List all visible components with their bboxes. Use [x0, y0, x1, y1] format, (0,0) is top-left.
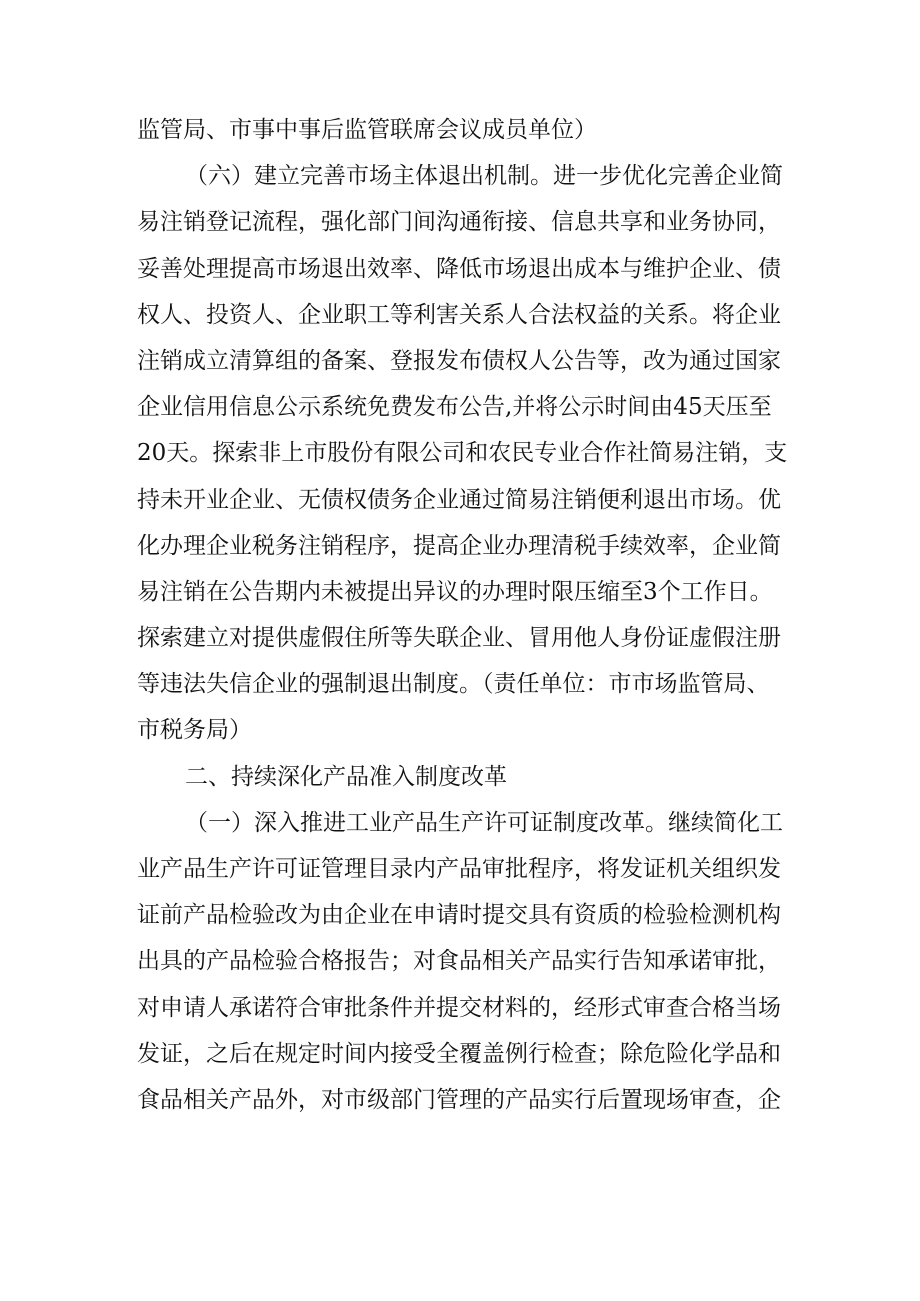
- text-line: 化办理企业税务注销程序，提高企业办理清税手续效率，企业简: [137, 532, 781, 559]
- text-line: 注销成立清算组的备案、登报发布债权人公告等，改为通过国家: [137, 347, 781, 374]
- text-line: 企业信用信息公示系统免费发布公告,并将公示时间由45天压至: [137, 394, 772, 421]
- text-line: 业产品生产许可证管理目录内产品审批程序，将发证机关组织发: [137, 856, 781, 882]
- text-line: 20天。探索非上市股份有限公司和农民专业合作社简易注销，支: [137, 440, 788, 467]
- text-line: 证前产品检验改为由企业在申请时提交具有资质的检验检测机构: [137, 902, 781, 929]
- text-line: 易注销在公告期内未被提出异议的办理时限压缩至3个工作日。: [137, 578, 773, 605]
- text-line: 等违法失信企业的强制退出制度。（责任单位：市市场监管局、: [137, 671, 770, 698]
- text-line: 对申请人承诺符合审批条件并提交材料的，经形式审查合格当场: [137, 994, 781, 1021]
- text-line: 探索建立对提供虚假住所等失联企业、冒用他人身份证虚假注册: [137, 625, 781, 652]
- text-line: 监管局、市事中事后监管联席会议成员单位）: [137, 117, 597, 143]
- text-line: 市税务局）: [137, 717, 252, 744]
- text-line: 权人、投资人、企业职工等利害关系人合法权益的关系。将企业: [137, 301, 781, 328]
- text-line: 易注销登记流程，强化部门间沟通衔接、信息共享和业务协同，: [137, 209, 781, 236]
- text-line: 发证，之后在规定时间内接受全覆盖例行检查；除危险化学品和: [137, 1040, 781, 1067]
- text-line: 妥善处理提高市场退出效率、降低市场退出成本与维护企业、债: [137, 255, 781, 282]
- paragraph-heading-6: （六）建立完善市场主体退出机制。进一步优化完善企业简: [185, 163, 783, 190]
- section-heading-2: 二、持续深化产品准入制度改革: [185, 763, 507, 790]
- text-line: 持未开业企业、无债权债务企业通过简易注销便利退出市场。优: [137, 486, 781, 513]
- paragraph-heading-1: （一）深入推进工业产品生产许可证制度改革。继续简化工: [185, 809, 783, 836]
- document-body: [137, 107, 792, 1123]
- text-line: 食品相关产品外，对市级部门管理的产品实行后置现场审查，企: [137, 1086, 781, 1113]
- text-line: 出具的产品检验合格报告；对食品相关产品实行告知承诺审批，: [137, 948, 781, 975]
